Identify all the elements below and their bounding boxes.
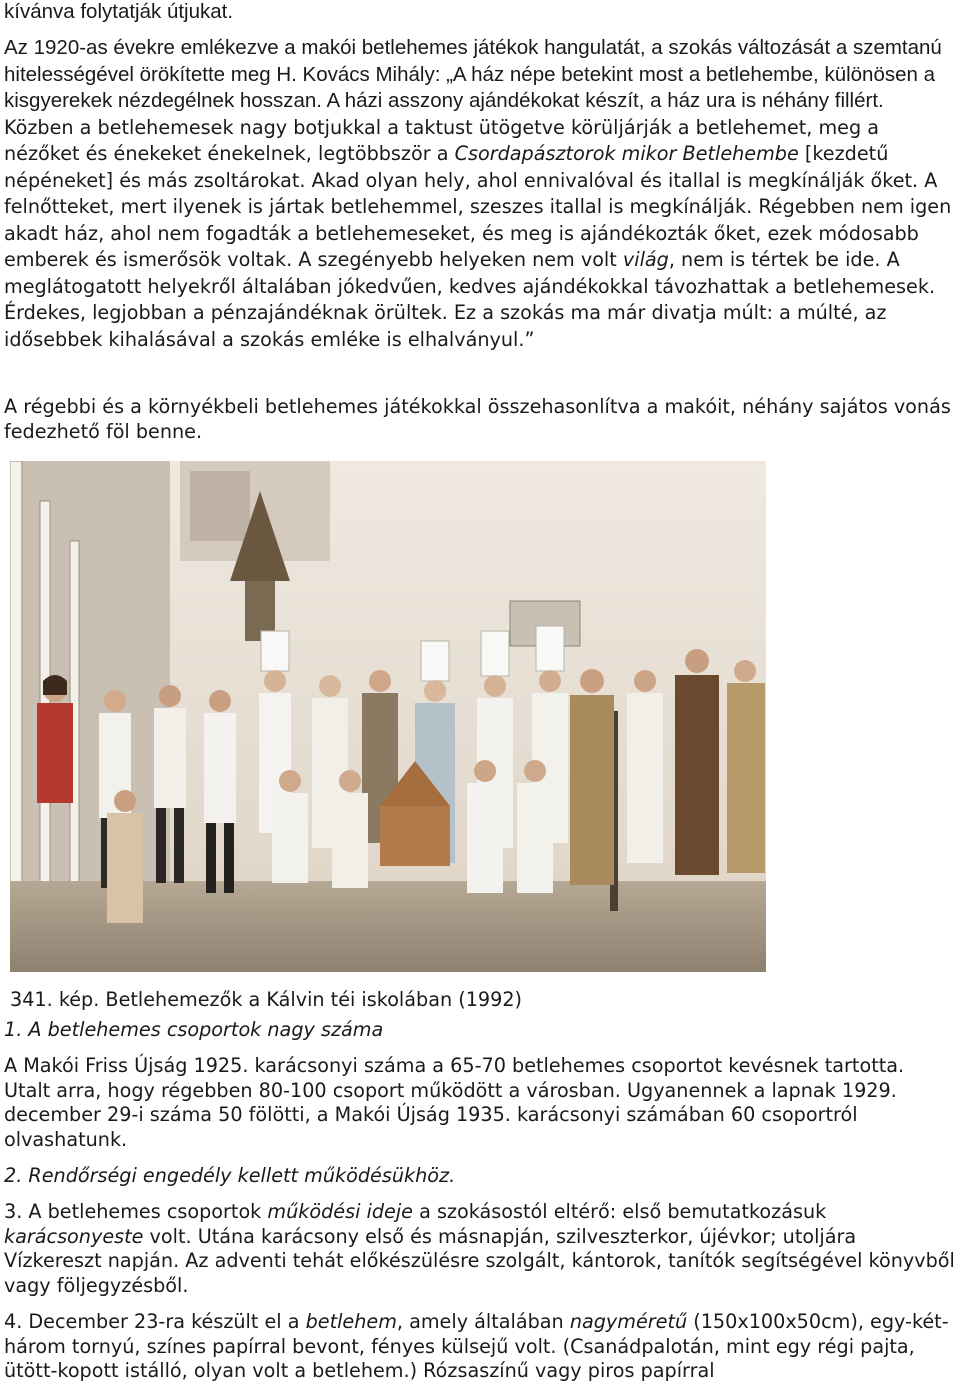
point-1-heading xyxy=(4,1018,956,1043)
point-1-text: A Makói Friss Újság 1925. karácsonyi száma a 65-70 betlehemes csoportot kevésnek tartotta. Utalt arra, hogy régebben 80-100 csoport működött a városban. Ugyanennek a lapnak 1929. december 29-i száma 50 fölötti, a Makói Újság 1935. karácsonyi számában 60 csoportról olvashatunk. xyxy=(4,1054,905,1151)
point-4-text-a: 4. December 23-ra készült el a xyxy=(4,1310,306,1333)
point-4-term-nagymeretu: nagyméretű xyxy=(569,1310,688,1333)
point-4-text-c: , amely általában xyxy=(396,1310,570,1333)
point-4-text-e: (150x100x50cm), egy-két-három tornyú, színes papírral bevont, fényes külsejű volt. (Csanádpalotán, mint egy régi pajta, ütött-kopott istálló, olyan volt a betlehem.) Rózsaszínű vagy piros papírral xyxy=(4,1310,949,1382)
point-2-text: 2. Rendőrségi engedély kellett működésükhöz. xyxy=(4,1164,456,1187)
continuation-text: kívánva folytatják útjukat. xyxy=(4,0,234,23)
paragraph-quote xyxy=(4,36,956,354)
quote-intro-text: Az 1920-as évekre emlékezve a makói betlehemes játékok hangulatát, a szokás változását a szemtanú hitelességével örökítette meg H. Kovács Mihály: „A ház népe betekint most a betlehembe, különösen a kisgyerekek nézdegélnek hosszan. A házi asszony ajándékokat készít, a ház ura is néhány fillért. xyxy=(4,36,942,112)
photo-caption xyxy=(10,988,522,1012)
point-1-paragraph xyxy=(4,1054,956,1152)
point-3-text-c: a szokásostól eltérő: első bemutatkozásuk xyxy=(412,1200,827,1223)
point-1-heading-text: 1. A betlehemes csoportok nagy száma xyxy=(4,1018,384,1041)
point-4-paragraph xyxy=(4,1310,956,1384)
quote-text-2: [kezdetű népéneket] és más zsoltárokat. Akad olyan hely, ahol ennivalóval és itallal is megkínálják őket. A felnőtteket, mert ilyenek is jártak betlehemmel, szeszes itallal is megkínálják. Régebben nem igen akadt ház, ahol nem fogadták a betlehemeseket, és meg is ajándékozták őket, ezek módosabb emberek és ismerősök voltak. A szegényebb helyeken nem volt xyxy=(4,142,952,271)
paragraph-comparison xyxy=(4,395,956,444)
quote-text-3: , nem is tértek be ide. A meglátogatott helyekről általában jókedvűen, kedves ajándékokkal távozhattak a betlehemesek. Érdekes, legjobban a pénzajándéknak örültek. Ez a szokás ma már divatja múlt: a múlté, az idősebbek kihalásával a szokás emléke is elhalványul.” xyxy=(4,248,936,351)
group-photo xyxy=(10,461,766,972)
point-3-text-a: 3. A betlehemes csoportok xyxy=(4,1200,268,1223)
quote-song-title: Csordapásztorok mikor Betlehembe xyxy=(454,142,799,165)
group-photo-illustration xyxy=(10,461,766,972)
point-3-paragraph xyxy=(4,1200,956,1298)
paragraph-continuation xyxy=(4,0,956,24)
point-3-term-karacsonyeste: karácsonyeste xyxy=(4,1224,144,1248)
comparison-text: A régebbi és a környékbeli betlehemes játékokkal összehasonlítva a makóit, néhány sajátos vonás fedezhető föl benne. xyxy=(4,395,951,443)
point-4-term-betlehem: betlehem xyxy=(305,1310,397,1333)
point-3-text-e: volt. Utána karácsony első és másnapján, szilveszterkor, újévkor; utoljára Vízkereszt napján. Az adventi tehát előkészülésre szolgált, kántorok, tanítók segítségével könyvből vagy följegyzésből. xyxy=(4,1224,955,1297)
quote-text-1: Közben a betlehemesek nagy botjukkal a taktust ütögetve körüljárják a betlehemet, meg a nézőket és énekeket énekelnek, legtöbbször a xyxy=(4,115,879,165)
photo-caption-text: 341. kép. Betlehemezők a Kálvin téi iskolában (1992) xyxy=(10,988,523,1011)
point-3-term-mukodesi-ideje: működési ideje xyxy=(267,1200,413,1223)
point-2-paragraph xyxy=(4,1164,956,1189)
quote-term-vilag: világ xyxy=(622,248,669,271)
